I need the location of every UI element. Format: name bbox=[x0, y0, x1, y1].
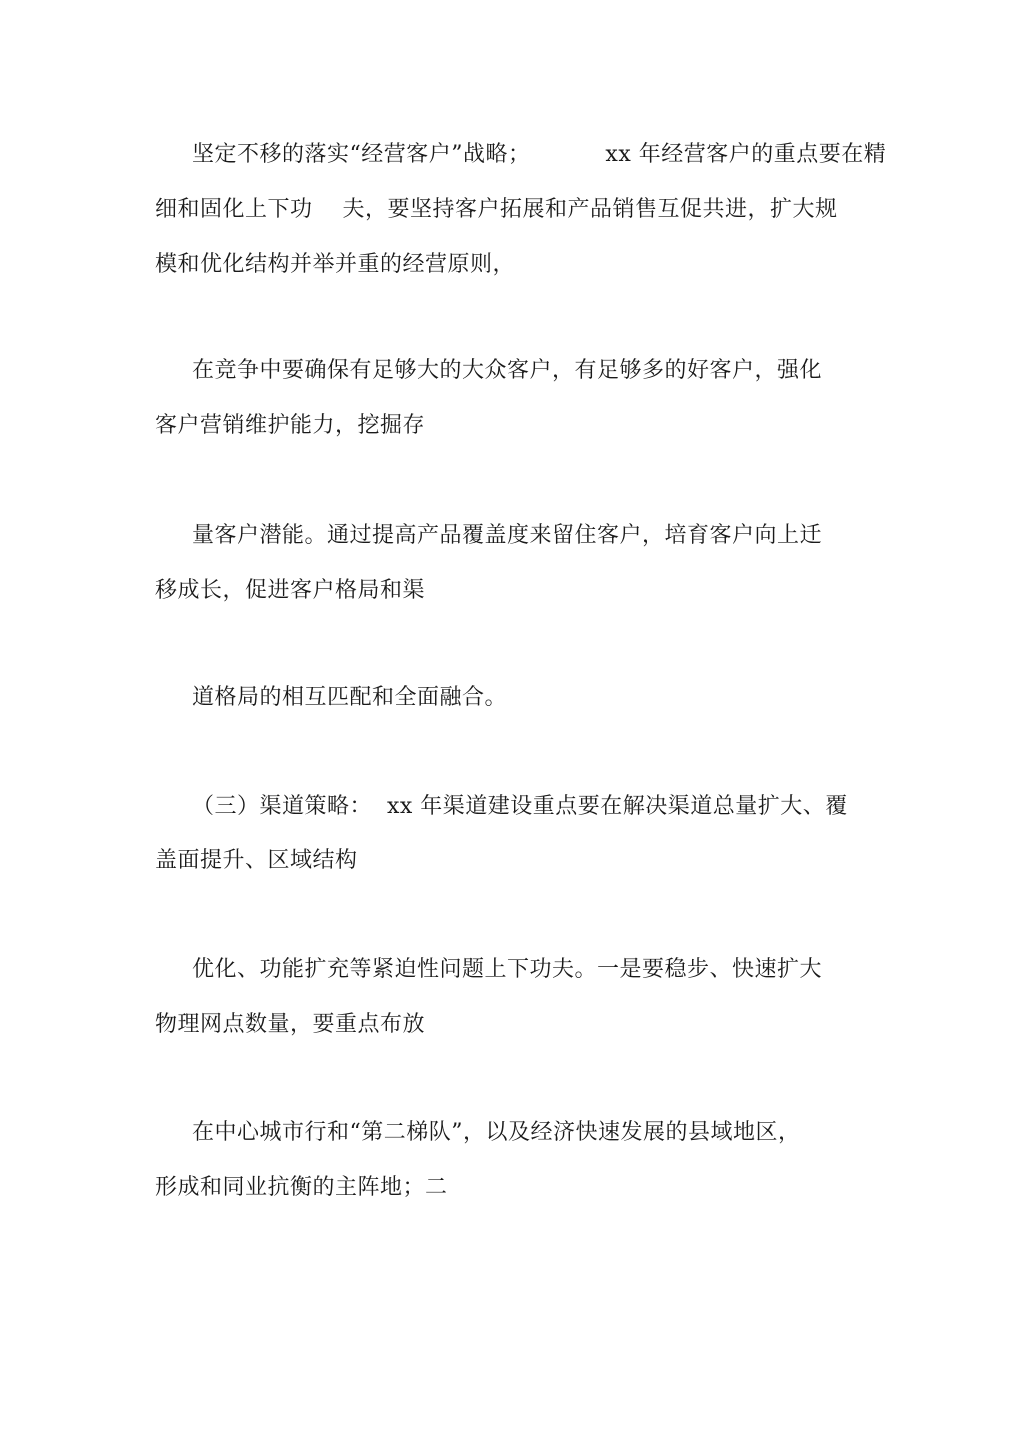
paragraph-3-line-1: 量客户潜能。通过提高产品覆盖度来留住客户，培育客户向上迁 bbox=[192, 523, 823, 548]
paragraph-7-line-2: 形成和同业抗衡的主阵地；二 bbox=[155, 1175, 448, 1200]
paragraph-7-line-1: 在中心城市行和“第二梯队”，以及经济快速发展的县域地区， bbox=[192, 1120, 801, 1145]
paragraph-3-line-2: 移成长，促进客户格局和渠 bbox=[155, 578, 426, 603]
paragraph-6-line-2: 物理网点数量，要重点布放 bbox=[155, 1012, 426, 1037]
paragraph-4-line-1: 道格局的相互匹配和全面融合。 bbox=[192, 685, 508, 710]
paragraph-1-line-1: 坚定不移的落实“经营客户”战略； xx 年经营客户的重点要在精 bbox=[192, 142, 887, 167]
paragraph-5-line-2: 盖面提升、区域结构 bbox=[155, 848, 358, 873]
paragraph-1-line-3: 模和优化结构并举并重的经营原则， bbox=[155, 252, 516, 277]
paragraph-2-line-1: 在竞争中要确保有足够大的大众客户，有足够多的好客户，强化 bbox=[192, 358, 823, 383]
paragraph-6-line-1: 优化、功能扩充等紧迫性问题上下功夫。一是要稳步、快速扩大 bbox=[192, 957, 823, 982]
paragraph-5-line-1: （三）渠道策略： xx 年渠道建设重点要在解决渠道总量扩大、覆 bbox=[192, 794, 848, 819]
paragraph-2-line-2: 客户营销维护能力，挖掘存 bbox=[155, 413, 426, 438]
paragraph-1-line-2: 细和固化上下功 夫，要坚持客户拓展和产品销售互促共进，扩大规 bbox=[155, 197, 838, 222]
